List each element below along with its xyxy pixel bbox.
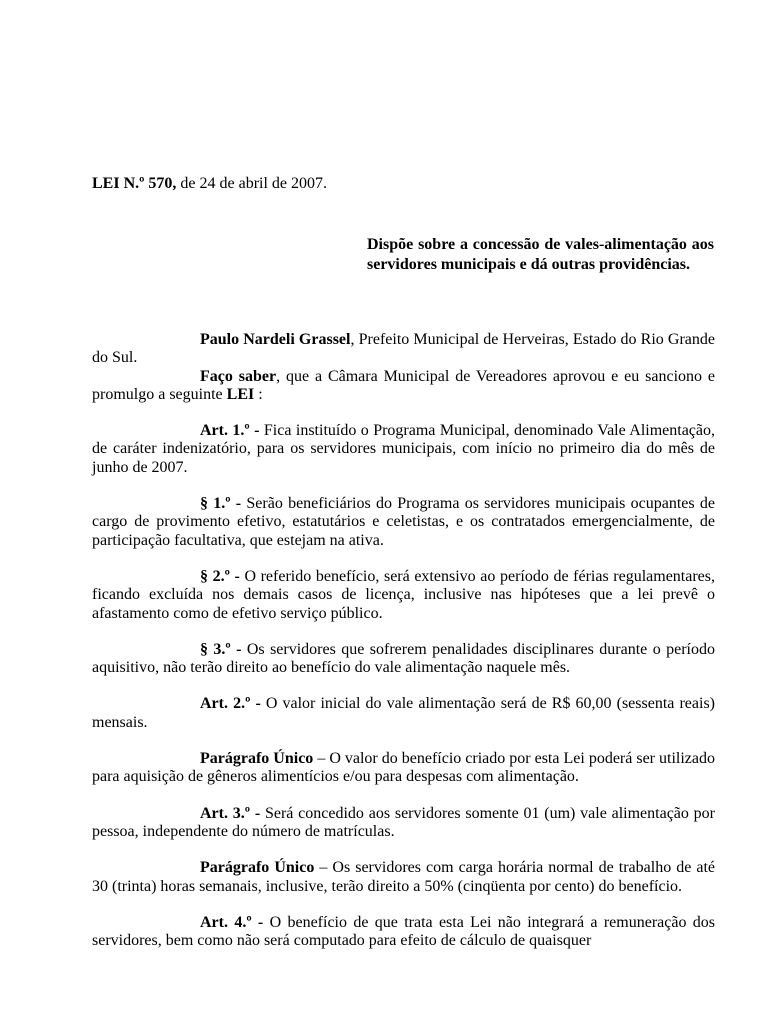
law-date: de 24 de abril de 2007.	[176, 175, 328, 192]
article-4: Art. 4.º - O benefício de que trata esta Lei não integrará a remuneração dos servidores, bem como não será computado para efeito de cálculo de quaisquer	[92, 913, 716, 950]
article-1: Art. 1.º - Fica instituído o Programa Municipal, denominado Vale Alimentação, de caráter indenizatório, para os servidores municipais, com início no primeiro dia do mês de junho de 2007.	[92, 422, 716, 476]
article-2-sole-paragraph: Parágrafo Único – O valor do benefício criado por esta Lei poderá ser utilizado para aquisição de gêneros alimentícios e/ou para despesas com alimentação.	[92, 750, 715, 786]
article-1-paragraph-1: § 1.º - Serão beneficiários do Programa os servidores municipais ocupantes de cargo de provimento efetivo, estatutários e celetistas, e os contratados emergencialmente, de participação facultativa, que estejam na ativa.	[92, 495, 716, 549]
mayor-name: Paulo Nardeli Grassel	[200, 331, 351, 348]
faco-saber: Faço saber	[200, 367, 277, 385]
law-title	[92, 174, 692, 193]
law-number: LEI N.º 570,	[92, 175, 177, 192]
preamble-promulgation: Faço saber, que a Câmara Municipal de Vereadores aprovou e eu sanciono e promulgo a seguinte LEI :	[92, 367, 716, 403]
article-2: Art. 2.º - O valor inicial do vale alimentação será de R$ 60,00 (sessenta reais) mensais.	[92, 695, 716, 731]
law-summary: Dispõe sobre a concessão de vales-alimentação aos servidores municipais e dá outras providências.	[367, 236, 714, 273]
article-3-sole-paragraph: Parágrafo Único – Os servidores com carga horária normal de trabalho de até 30 (trinta) horas semanais, inclusive, terão direito a 50% (cinqüenta por cento) do benefício.	[92, 859, 716, 895]
article-1-paragraph-2: § 2.º - O referido benefício, será extensivo ao período de férias regulamentares, ficando excluída nos demais casos de licença, inclusive nas hipóteses que a lei prevê o afastamento como de efetivo serviço público.	[92, 567, 716, 622]
article-1-paragraph-3: § 3.º - Os servidores que sofrerem penalidades disciplinares durante o período aquisitivo, não terão direito ao benefício do vale alimentação naquele mês.	[92, 640, 715, 677]
law-body	[92, 331, 715, 950]
preamble-mayor: Paulo Nardeli Grassel, Prefeito Municipal de Herveiras, Estado do Rio Grande do Sul.	[92, 331, 715, 367]
article-3: Art. 3.º - Será concedido aos servidores somente 01 (um) vale alimentação por pessoa, independente do número de matrículas.	[92, 804, 716, 840]
